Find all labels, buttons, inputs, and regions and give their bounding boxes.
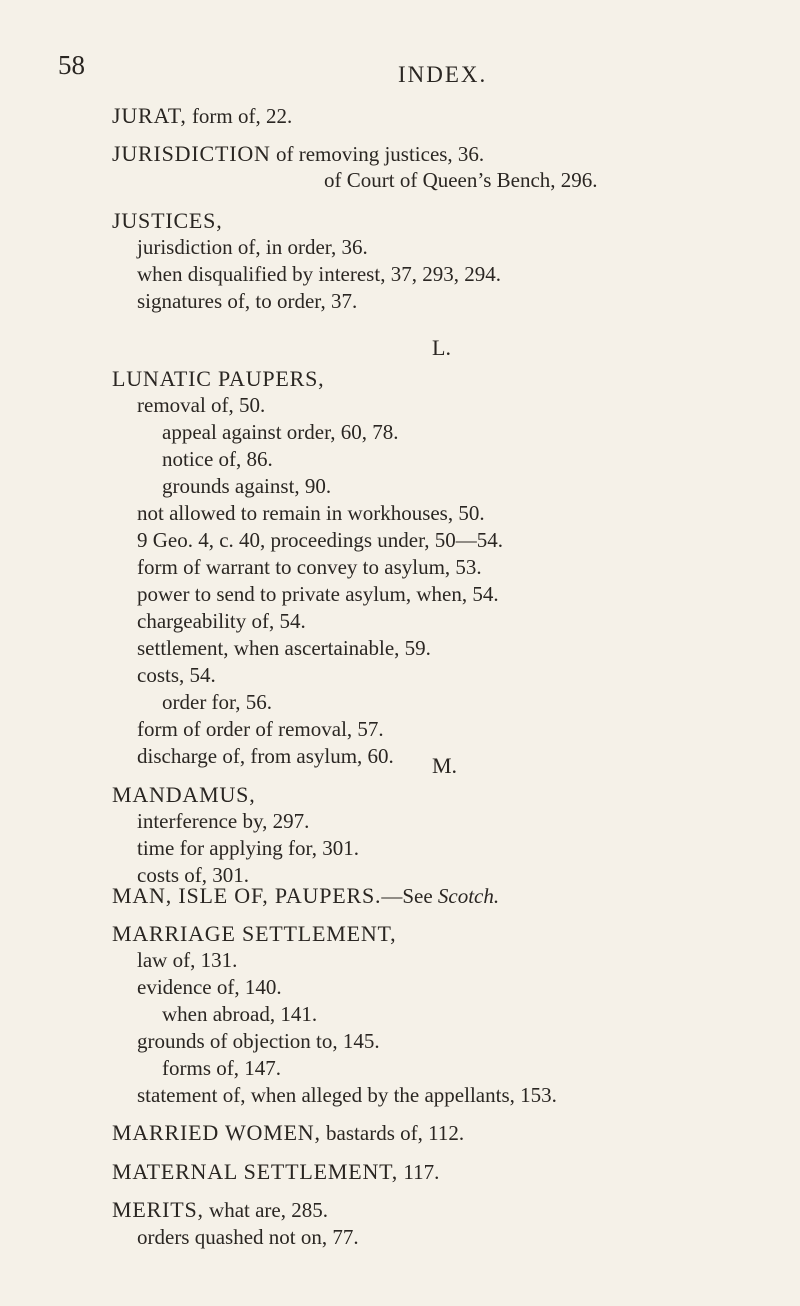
index-entry-marriage-settlement	[112, 920, 800, 1109]
entry-heading: MERITS,	[112, 1197, 204, 1222]
sub-entry: when abroad, 141.	[162, 1002, 318, 1026]
sub-entry: orders quashed not on, 77.	[137, 1225, 359, 1249]
sub-entry: time for applying for, 301.	[137, 836, 359, 860]
entry-heading: MARRIED WOMEN,	[112, 1120, 321, 1145]
cross-reference: Scotch.	[437, 884, 500, 908]
entry-heading: JURISDICTION	[112, 141, 271, 166]
sub-entry: grounds of objection to, 145.	[137, 1029, 380, 1053]
page-number: 58	[58, 50, 85, 80]
sub-entry: of Court of Queen’s Bench, 296.	[324, 168, 598, 192]
sub-entry: grounds against, 90.	[162, 474, 332, 498]
sub-entry: forms of, 147.	[162, 1056, 281, 1080]
sub-entry: form of order of removal, 57.	[137, 717, 384, 741]
sub-entry: discharge of, from asylum, 60.	[137, 744, 394, 768]
sub-entry: 9 Geo. 4, c. 40, proceedings under, 50—54.	[137, 528, 503, 552]
index-entry-justices	[112, 207, 792, 315]
sub-entry: settlement, when ascertainable, 59.	[137, 636, 431, 660]
entry-text: bastards of, 112.	[320, 1121, 465, 1145]
sub-entry: notice of, 86.	[162, 447, 273, 471]
sub-entry: signatures of, to order, 37.	[137, 289, 358, 313]
entry-text: form of, 22.	[186, 104, 293, 128]
sub-entry: not allowed to remain in workhouses, 50.	[137, 501, 485, 525]
sub-entry: removal of, 50.	[137, 393, 266, 417]
sub-entry: appeal against order, 60, 78.	[162, 420, 399, 444]
sub-entry: when disqualified by interest, 37, 293, 294.	[137, 262, 501, 286]
entry-heading: MATERNAL SETTLEMENT,	[112, 1159, 399, 1184]
index-entry-jurisdiction	[112, 140, 484, 168]
sub-entry: statement of, when alleged by the appellants, 153.	[137, 1083, 557, 1107]
entry-text: of removing justices, 36.	[270, 142, 485, 166]
sub-entry: jurisdiction of, in order, 36.	[137, 235, 368, 259]
sub-entry: chargeability of, 54.	[137, 609, 306, 633]
sub-entry: form of warrant to convey to asylum, 53.	[137, 555, 482, 579]
index-entry-married-women	[112, 1119, 464, 1147]
index-entry-merits	[112, 1196, 792, 1251]
sub-entry: evidence of, 140.	[137, 975, 282, 999]
entry-text: 117.	[398, 1160, 440, 1184]
index-entry-mandamus	[112, 781, 792, 889]
index-entry-man-isle	[112, 882, 499, 910]
sub-entry: costs, 54.	[137, 663, 216, 687]
sub-entry: interference by, 297.	[137, 809, 310, 833]
entry-heading: JURAT,	[112, 103, 187, 128]
section-letter-l: L.	[432, 335, 451, 360]
entry-text: —See	[381, 884, 438, 908]
sub-entry: costs of, 301.	[137, 863, 249, 887]
sub-entry: law of, 131.	[137, 948, 238, 972]
entry-heading: LUNATIC PAUPERS,	[112, 366, 325, 391]
entry-heading: MAN, ISLE OF, PAUPERS.	[112, 883, 382, 908]
index-entry-jurat	[112, 102, 292, 130]
sub-entry: power to send to private asylum, when, 54.	[137, 582, 499, 606]
sub-entry: order for, 56.	[162, 690, 272, 714]
entry-text: what are, 285.	[203, 1198, 328, 1222]
index-entry-maternal-settlement	[112, 1158, 439, 1186]
running-head: INDEX.	[398, 62, 488, 87]
section-letter-m: M.	[432, 753, 458, 778]
entry-heading: MARRIAGE SETTLEMENT,	[112, 921, 397, 946]
index-entry-lunatic-paupers	[112, 365, 792, 770]
entry-heading: JUSTICES,	[112, 208, 223, 233]
entry-heading: MANDAMUS,	[112, 782, 256, 807]
